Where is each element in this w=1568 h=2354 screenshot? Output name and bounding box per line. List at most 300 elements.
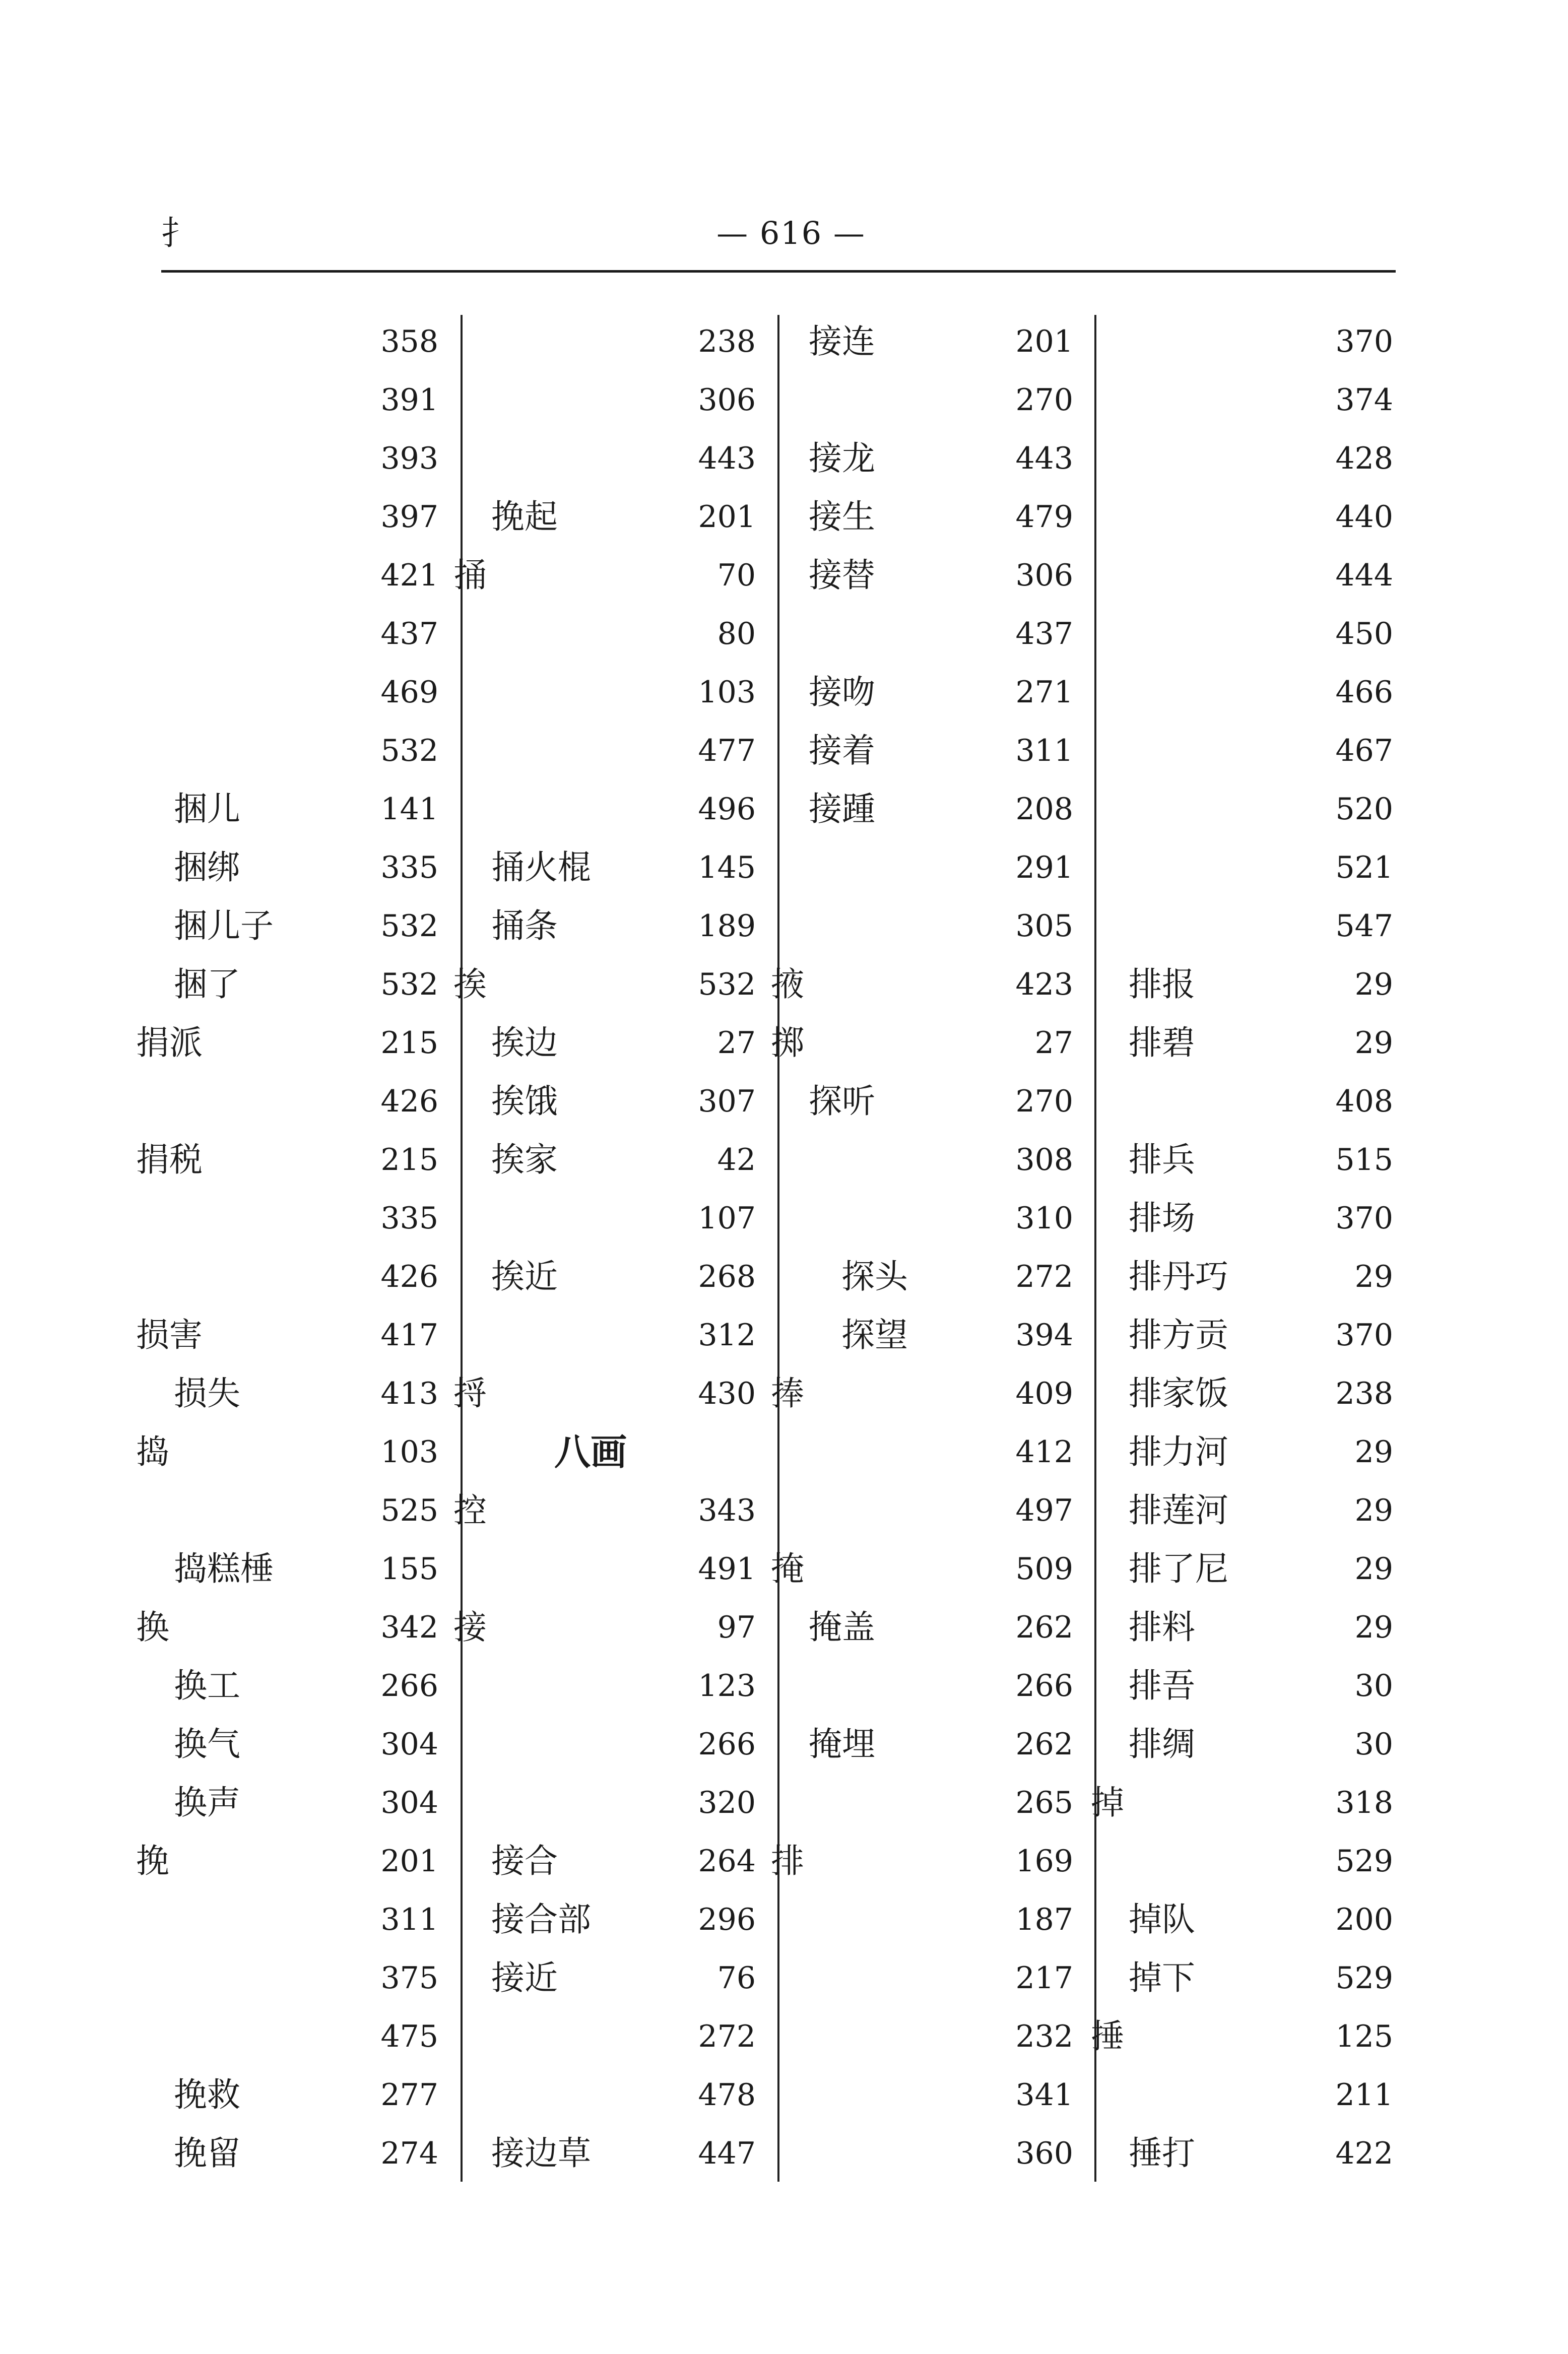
index-entry	[771, 1131, 1073, 1189]
index-entry	[1091, 546, 1393, 605]
entry-page-number: 29	[1354, 1259, 1393, 1294]
entry-term: 掖	[771, 965, 804, 1004]
index-entry	[771, 546, 1073, 605]
entry-page-number: 189	[698, 908, 756, 944]
entry-term: 接边草	[491, 2134, 591, 2173]
entry-term: 捶	[1091, 2017, 1124, 2056]
index-entry	[1091, 722, 1393, 780]
index-entry	[136, 1364, 438, 1423]
entry-term: 换气	[174, 1725, 240, 1763]
index-entry	[1091, 1949, 1393, 2007]
entry-term: 挨饿	[491, 1082, 558, 1121]
entry-page-number: 272	[698, 2019, 756, 2054]
entry-term: 捐派	[136, 1023, 203, 1062]
index-entry	[136, 838, 438, 897]
index-entry	[771, 722, 1073, 780]
entry-page-number: 311	[1015, 733, 1073, 768]
index-entry	[453, 1072, 756, 1131]
index-entry	[1091, 663, 1393, 722]
index-entry	[136, 312, 438, 371]
index-entry	[1091, 1598, 1393, 1657]
entry-page-number: 217	[1015, 1960, 1073, 1996]
entry-page-number: 270	[1015, 1084, 1073, 1119]
entry-page-number: 306	[1015, 558, 1073, 593]
entry-page-number: 29	[1354, 1551, 1393, 1587]
entry-term: 捅火棍	[491, 848, 591, 887]
index-entry	[771, 897, 1073, 955]
entry-page-number: 215	[380, 1142, 438, 1178]
index-entry	[1091, 1832, 1393, 1890]
entry-term: 探望	[841, 1316, 908, 1354]
index-entry	[1091, 605, 1393, 663]
index-entry	[1091, 371, 1393, 429]
index-entry	[453, 1774, 756, 1832]
entry-page-number: 169	[1015, 1844, 1073, 1879]
index-entry	[1091, 1072, 1393, 1131]
index-entry	[1091, 429, 1393, 488]
entry-page-number: 532	[380, 733, 438, 768]
entry-term: 挽	[136, 1842, 169, 1880]
index-entry	[453, 1540, 756, 1598]
index-entry	[453, 955, 756, 1014]
index-entry	[453, 312, 756, 371]
entry-page-number: 525	[380, 1493, 438, 1528]
index-entry	[136, 1598, 438, 1657]
entry-page-number: 27	[717, 1025, 756, 1061]
entry-term: 挨	[453, 965, 487, 1004]
index-entry	[453, 488, 756, 546]
entry-term: 排料	[1129, 1608, 1195, 1647]
entry-term: 捧	[771, 1374, 804, 1413]
entry-page-number: 107	[698, 1201, 756, 1236]
entry-page-number: 428	[1335, 441, 1393, 476]
index-entry	[771, 1481, 1073, 1540]
entry-term: 挨边	[491, 1023, 558, 1062]
entry-page-number: 521	[1335, 850, 1393, 885]
entry-term: 接	[453, 1608, 487, 1647]
index-entry	[136, 955, 438, 1014]
entry-page-number: 360	[1015, 2136, 1073, 2171]
entry-page-number: 312	[698, 1318, 756, 1353]
index-column-3	[771, 312, 1073, 2183]
entry-term: 掩盖	[809, 1608, 875, 1647]
entry-term: 损失	[174, 1374, 240, 1413]
index-entry	[771, 2124, 1073, 2183]
index-entry	[1091, 312, 1393, 371]
entry-term: 捆绑	[174, 848, 240, 887]
entry-term: 掩埋	[809, 1725, 875, 1763]
entry-page-number: 375	[380, 1960, 438, 1996]
entry-term: 接踵	[809, 790, 875, 828]
entry-page-number: 277	[380, 2077, 438, 2113]
index-entry	[136, 1774, 438, 1832]
entry-page-number: 426	[380, 1084, 438, 1119]
index-entry	[771, 955, 1073, 1014]
entry-page-number: 270	[1015, 382, 1073, 418]
entry-page-number: 408	[1335, 1084, 1393, 1119]
index-entry	[1091, 1364, 1393, 1423]
index-entry	[771, 1890, 1073, 1949]
index-entry	[1091, 1306, 1393, 1364]
index-column-4	[1091, 312, 1393, 2183]
entry-page-number: 123	[698, 1668, 756, 1704]
index-entry	[136, 2007, 438, 2066]
index-entry	[771, 1949, 1073, 2007]
entry-page-number: 272	[1015, 1259, 1073, 1294]
index-entry	[453, 605, 756, 663]
index-entry	[1091, 1481, 1393, 1540]
index-entry	[771, 1364, 1073, 1423]
entry-page-number: 529	[1335, 1844, 1393, 1879]
index-entry	[771, 838, 1073, 897]
index-entry	[771, 1014, 1073, 1072]
index-entry	[453, 429, 756, 488]
entry-page-number: 310	[1015, 1201, 1073, 1236]
entry-page-number: 467	[1335, 733, 1393, 768]
entry-page-number: 515	[1335, 1142, 1393, 1178]
entry-term: 挨家	[491, 1140, 558, 1179]
entry-page-number: 318	[1335, 1785, 1393, 1820]
entry-page-number: 409	[1015, 1376, 1073, 1411]
index-entry	[771, 1657, 1073, 1715]
radical-header: 扌	[161, 214, 194, 252]
entry-page-number: 426	[380, 1259, 438, 1294]
index-entry	[136, 546, 438, 605]
entry-page-number: 200	[1335, 1902, 1393, 1937]
index-entry	[453, 2066, 756, 2124]
index-entry	[771, 1306, 1073, 1364]
entry-page-number: 29	[1354, 1610, 1393, 1645]
index-entry	[771, 780, 1073, 838]
entry-page-number: 291	[1015, 850, 1073, 885]
index-entry	[771, 1540, 1073, 1598]
entry-term: 接吻	[809, 673, 875, 711]
entry-term: 挽留	[174, 2134, 240, 2173]
index-entry	[1091, 1248, 1393, 1306]
entry-term: 排报	[1129, 965, 1195, 1004]
entry-term: 排	[771, 1842, 804, 1880]
entry-page-number: 520	[1335, 792, 1393, 827]
entry-page-number: 532	[380, 967, 438, 1002]
entry-page-number: 335	[380, 1201, 438, 1236]
entry-page-number: 496	[698, 792, 756, 827]
entry-page-number: 478	[698, 2077, 756, 2113]
index-entry	[453, 1890, 756, 1949]
entry-page-number: 311	[380, 1902, 438, 1937]
entry-page-number: 29	[1354, 967, 1393, 1002]
entry-page-number: 262	[1015, 1727, 1073, 1762]
entry-term: 控	[453, 1491, 487, 1530]
entry-term: 捣糕棰	[174, 1549, 274, 1588]
entry-term: 排莲河	[1129, 1491, 1228, 1530]
entry-page-number: 447	[698, 2136, 756, 2171]
entry-page-number: 145	[698, 850, 756, 885]
index-entry	[771, 1189, 1073, 1248]
entry-term: 排绸	[1129, 1725, 1195, 1763]
entry-term: 换声	[174, 1783, 240, 1822]
index-entry	[1091, 1657, 1393, 1715]
index-entry	[136, 663, 438, 722]
entry-page-number: 370	[1335, 1318, 1393, 1353]
index-entry	[453, 722, 756, 780]
entry-page-number: 307	[698, 1084, 756, 1119]
entry-term: 捆儿	[174, 790, 240, 828]
entry-page-number: 443	[1015, 441, 1073, 476]
entry-term: 探听	[809, 1082, 875, 1121]
entry-page-number: 266	[380, 1668, 438, 1704]
index-entry	[1091, 955, 1393, 1014]
index-entry	[453, 1657, 756, 1715]
entry-page-number: 29	[1354, 1025, 1393, 1061]
entry-term: 捆儿子	[174, 906, 274, 945]
entry-page-number: 238	[698, 324, 756, 359]
entry-term: 接连	[809, 322, 875, 361]
index-entry	[136, 1306, 438, 1364]
entry-term: 接合	[491, 1842, 558, 1880]
entry-page-number: 443	[698, 441, 756, 476]
entry-term: 探头	[841, 1257, 908, 1296]
index-entry	[453, 663, 756, 722]
entry-page-number: 27	[1034, 1025, 1073, 1061]
index-entry	[136, 1890, 438, 1949]
entry-page-number: 265	[1015, 1785, 1073, 1820]
index-entry	[771, 1832, 1073, 1890]
index-entry	[136, 1657, 438, 1715]
index-entry	[453, 2007, 756, 2066]
entry-page-number: 304	[380, 1785, 438, 1820]
entry-page-number: 80	[717, 616, 756, 651]
entry-page-number: 103	[698, 675, 756, 710]
entry-page-number: 423	[1015, 967, 1073, 1002]
index-entry	[136, 1131, 438, 1189]
index-entry	[136, 2066, 438, 2124]
index-entry	[1091, 897, 1393, 955]
index-entry	[136, 429, 438, 488]
entry-term: 掉队	[1129, 1900, 1195, 1939]
entry-page-number: 76	[717, 1960, 756, 1996]
entry-page-number: 335	[380, 850, 438, 885]
entry-term: 损害	[136, 1316, 203, 1354]
index-entry	[771, 1774, 1073, 1832]
entry-term: 排吾	[1129, 1666, 1195, 1705]
entry-term: 捆了	[174, 965, 240, 1004]
index-entry	[453, 780, 756, 838]
index-entry	[1091, 2124, 1393, 2183]
entry-page-number: 266	[1015, 1668, 1073, 1704]
index-entry	[136, 1014, 438, 1072]
entry-term: 接替	[809, 556, 875, 595]
index-entry	[136, 1715, 438, 1774]
entry-page-number: 370	[1335, 324, 1393, 359]
index-entry	[1091, 838, 1393, 897]
entry-page-number: 343	[698, 1493, 756, 1528]
entry-term: 接近	[491, 1958, 558, 1997]
entry-page-number: 268	[698, 1259, 756, 1294]
index-entry	[136, 1540, 438, 1598]
entry-page-number: 430	[698, 1376, 756, 1411]
index-entry	[136, 605, 438, 663]
entry-page-number: 97	[717, 1610, 756, 1645]
entry-term: 掩	[771, 1549, 804, 1588]
entry-page-number: 266	[698, 1727, 756, 1762]
entry-page-number: 477	[698, 733, 756, 768]
entry-term: 换工	[174, 1666, 240, 1705]
index-entry	[771, 1248, 1073, 1306]
entry-page-number: 232	[1015, 2019, 1073, 2054]
index-entry	[771, 2007, 1073, 2066]
index-entry	[1091, 1890, 1393, 1949]
index-entry	[136, 1481, 438, 1540]
entry-page-number: 262	[1015, 1610, 1073, 1645]
entry-term: 挽起	[491, 497, 558, 536]
index-column-1	[136, 312, 438, 2183]
index-entry	[453, 1014, 756, 1072]
entry-page-number: 201	[698, 499, 756, 535]
index-entry	[1091, 1540, 1393, 1598]
index-entry	[136, 1949, 438, 2007]
entry-page-number: 370	[1335, 1201, 1393, 1236]
entry-page-number: 304	[380, 1727, 438, 1762]
index-entry	[136, 488, 438, 546]
index-entry	[1091, 780, 1393, 838]
index-entry	[453, 1715, 756, 1774]
index-entry	[453, 546, 756, 605]
index-entry	[771, 1072, 1073, 1131]
index-entry	[453, 371, 756, 429]
entry-term: 捣	[136, 1432, 169, 1471]
entry-page-number: 187	[1015, 1902, 1073, 1937]
entry-page-number: 238	[1335, 1376, 1393, 1411]
entry-page-number: 444	[1335, 558, 1393, 593]
entry-page-number: 305	[1015, 908, 1073, 944]
index-entry	[453, 1248, 756, 1306]
index-entry	[136, 1189, 438, 1248]
entry-page-number: 417	[380, 1318, 438, 1353]
entry-page-number: 358	[380, 324, 438, 359]
entry-page-number: 30	[1354, 1727, 1393, 1762]
entry-term: 排场	[1129, 1199, 1195, 1237]
entry-page-number: 30	[1354, 1668, 1393, 1704]
entry-term: 排方贡	[1129, 1316, 1228, 1354]
index-entry	[771, 1715, 1073, 1774]
index-entry	[1091, 1014, 1393, 1072]
entry-page-number: 475	[380, 2019, 438, 2054]
index-entry	[453, 1481, 756, 1540]
entry-term: 捶打	[1129, 2134, 1195, 2173]
entry-term: 接生	[809, 497, 875, 536]
index-entry	[1091, 1131, 1393, 1189]
entry-page-number: 437	[380, 616, 438, 651]
index-entry	[453, 1189, 756, 1248]
page-number: — 616 —	[716, 215, 866, 251]
index-entry	[771, 429, 1073, 488]
entry-page-number: 491	[698, 1551, 756, 1587]
index-entry	[453, 1598, 756, 1657]
index-entry	[136, 1072, 438, 1131]
index-entry	[771, 1598, 1073, 1657]
index-entry	[453, 1131, 756, 1189]
entry-page-number: 274	[380, 2136, 438, 2171]
index-entry	[136, 897, 438, 955]
index-entry	[1091, 2007, 1393, 2066]
index-entry	[136, 1832, 438, 1890]
index-entry	[136, 1248, 438, 1306]
entry-term: 掉下	[1129, 1958, 1195, 1997]
entry-page-number: 469	[380, 675, 438, 710]
entry-term: 捅	[453, 556, 487, 595]
entry-page-number: 374	[1335, 382, 1393, 418]
entry-term: 捅条	[491, 906, 558, 945]
index-entry	[1091, 1189, 1393, 1248]
entry-page-number: 70	[717, 558, 756, 593]
entry-page-number: 208	[1015, 792, 1073, 827]
entry-page-number: 296	[698, 1902, 756, 1937]
entry-term: 挽救	[174, 2075, 240, 2114]
entry-page-number: 437	[1015, 616, 1073, 651]
entry-page-number: 394	[1015, 1318, 1073, 1353]
entry-page-number: 450	[1335, 616, 1393, 651]
entry-page-number: 201	[380, 1844, 438, 1879]
entry-page-number: 393	[380, 441, 438, 476]
entry-page-number: 125	[1335, 2019, 1393, 2054]
entry-page-number: 211	[1335, 2077, 1393, 2113]
entry-page-number: 320	[698, 1785, 756, 1820]
index-entry	[136, 371, 438, 429]
entry-term: 挨近	[491, 1257, 558, 1296]
index-entry	[136, 2124, 438, 2183]
entry-term: 排丹巧	[1129, 1257, 1228, 1296]
section-heading-row	[453, 1423, 756, 1481]
index-entry	[453, 1832, 756, 1890]
entry-page-number: 264	[698, 1844, 756, 1879]
index-entry	[453, 1306, 756, 1364]
entry-page-number: 308	[1015, 1142, 1073, 1178]
entry-term: 排碧	[1129, 1023, 1195, 1062]
section-heading: 八画	[554, 1431, 627, 1473]
index-entry	[136, 780, 438, 838]
entry-page-number: 466	[1335, 675, 1393, 710]
index-entry	[771, 1423, 1073, 1481]
entry-term: 排家饭	[1129, 1374, 1228, 1413]
index-entry	[1091, 1423, 1393, 1481]
entry-page-number: 342	[380, 1610, 438, 1645]
entry-page-number: 509	[1015, 1551, 1073, 1587]
entry-page-number: 29	[1354, 1493, 1393, 1528]
index-entry	[771, 371, 1073, 429]
header-rule	[161, 270, 1396, 273]
entry-page-number: 532	[380, 908, 438, 944]
index-entry	[1091, 1774, 1393, 1832]
entry-page-number: 306	[698, 382, 756, 418]
index-entry	[771, 488, 1073, 546]
entry-page-number: 529	[1335, 1960, 1393, 1996]
entry-page-number: 440	[1335, 499, 1393, 535]
index-entry	[453, 897, 756, 955]
entry-page-number: 413	[380, 1376, 438, 1411]
index-entry	[453, 1949, 756, 2007]
entry-page-number: 29	[1354, 1434, 1393, 1470]
index-entry	[136, 1423, 438, 1481]
entry-page-number: 215	[380, 1025, 438, 1061]
entry-term: 排兵	[1129, 1140, 1195, 1179]
entry-term: 捋	[453, 1374, 487, 1413]
index-entry	[136, 722, 438, 780]
entry-page-number: 141	[380, 792, 438, 827]
entry-term: 捐税	[136, 1140, 203, 1179]
entry-page-number: 271	[1015, 675, 1073, 710]
entry-term: 排力河	[1129, 1432, 1228, 1471]
index-entry	[453, 2124, 756, 2183]
